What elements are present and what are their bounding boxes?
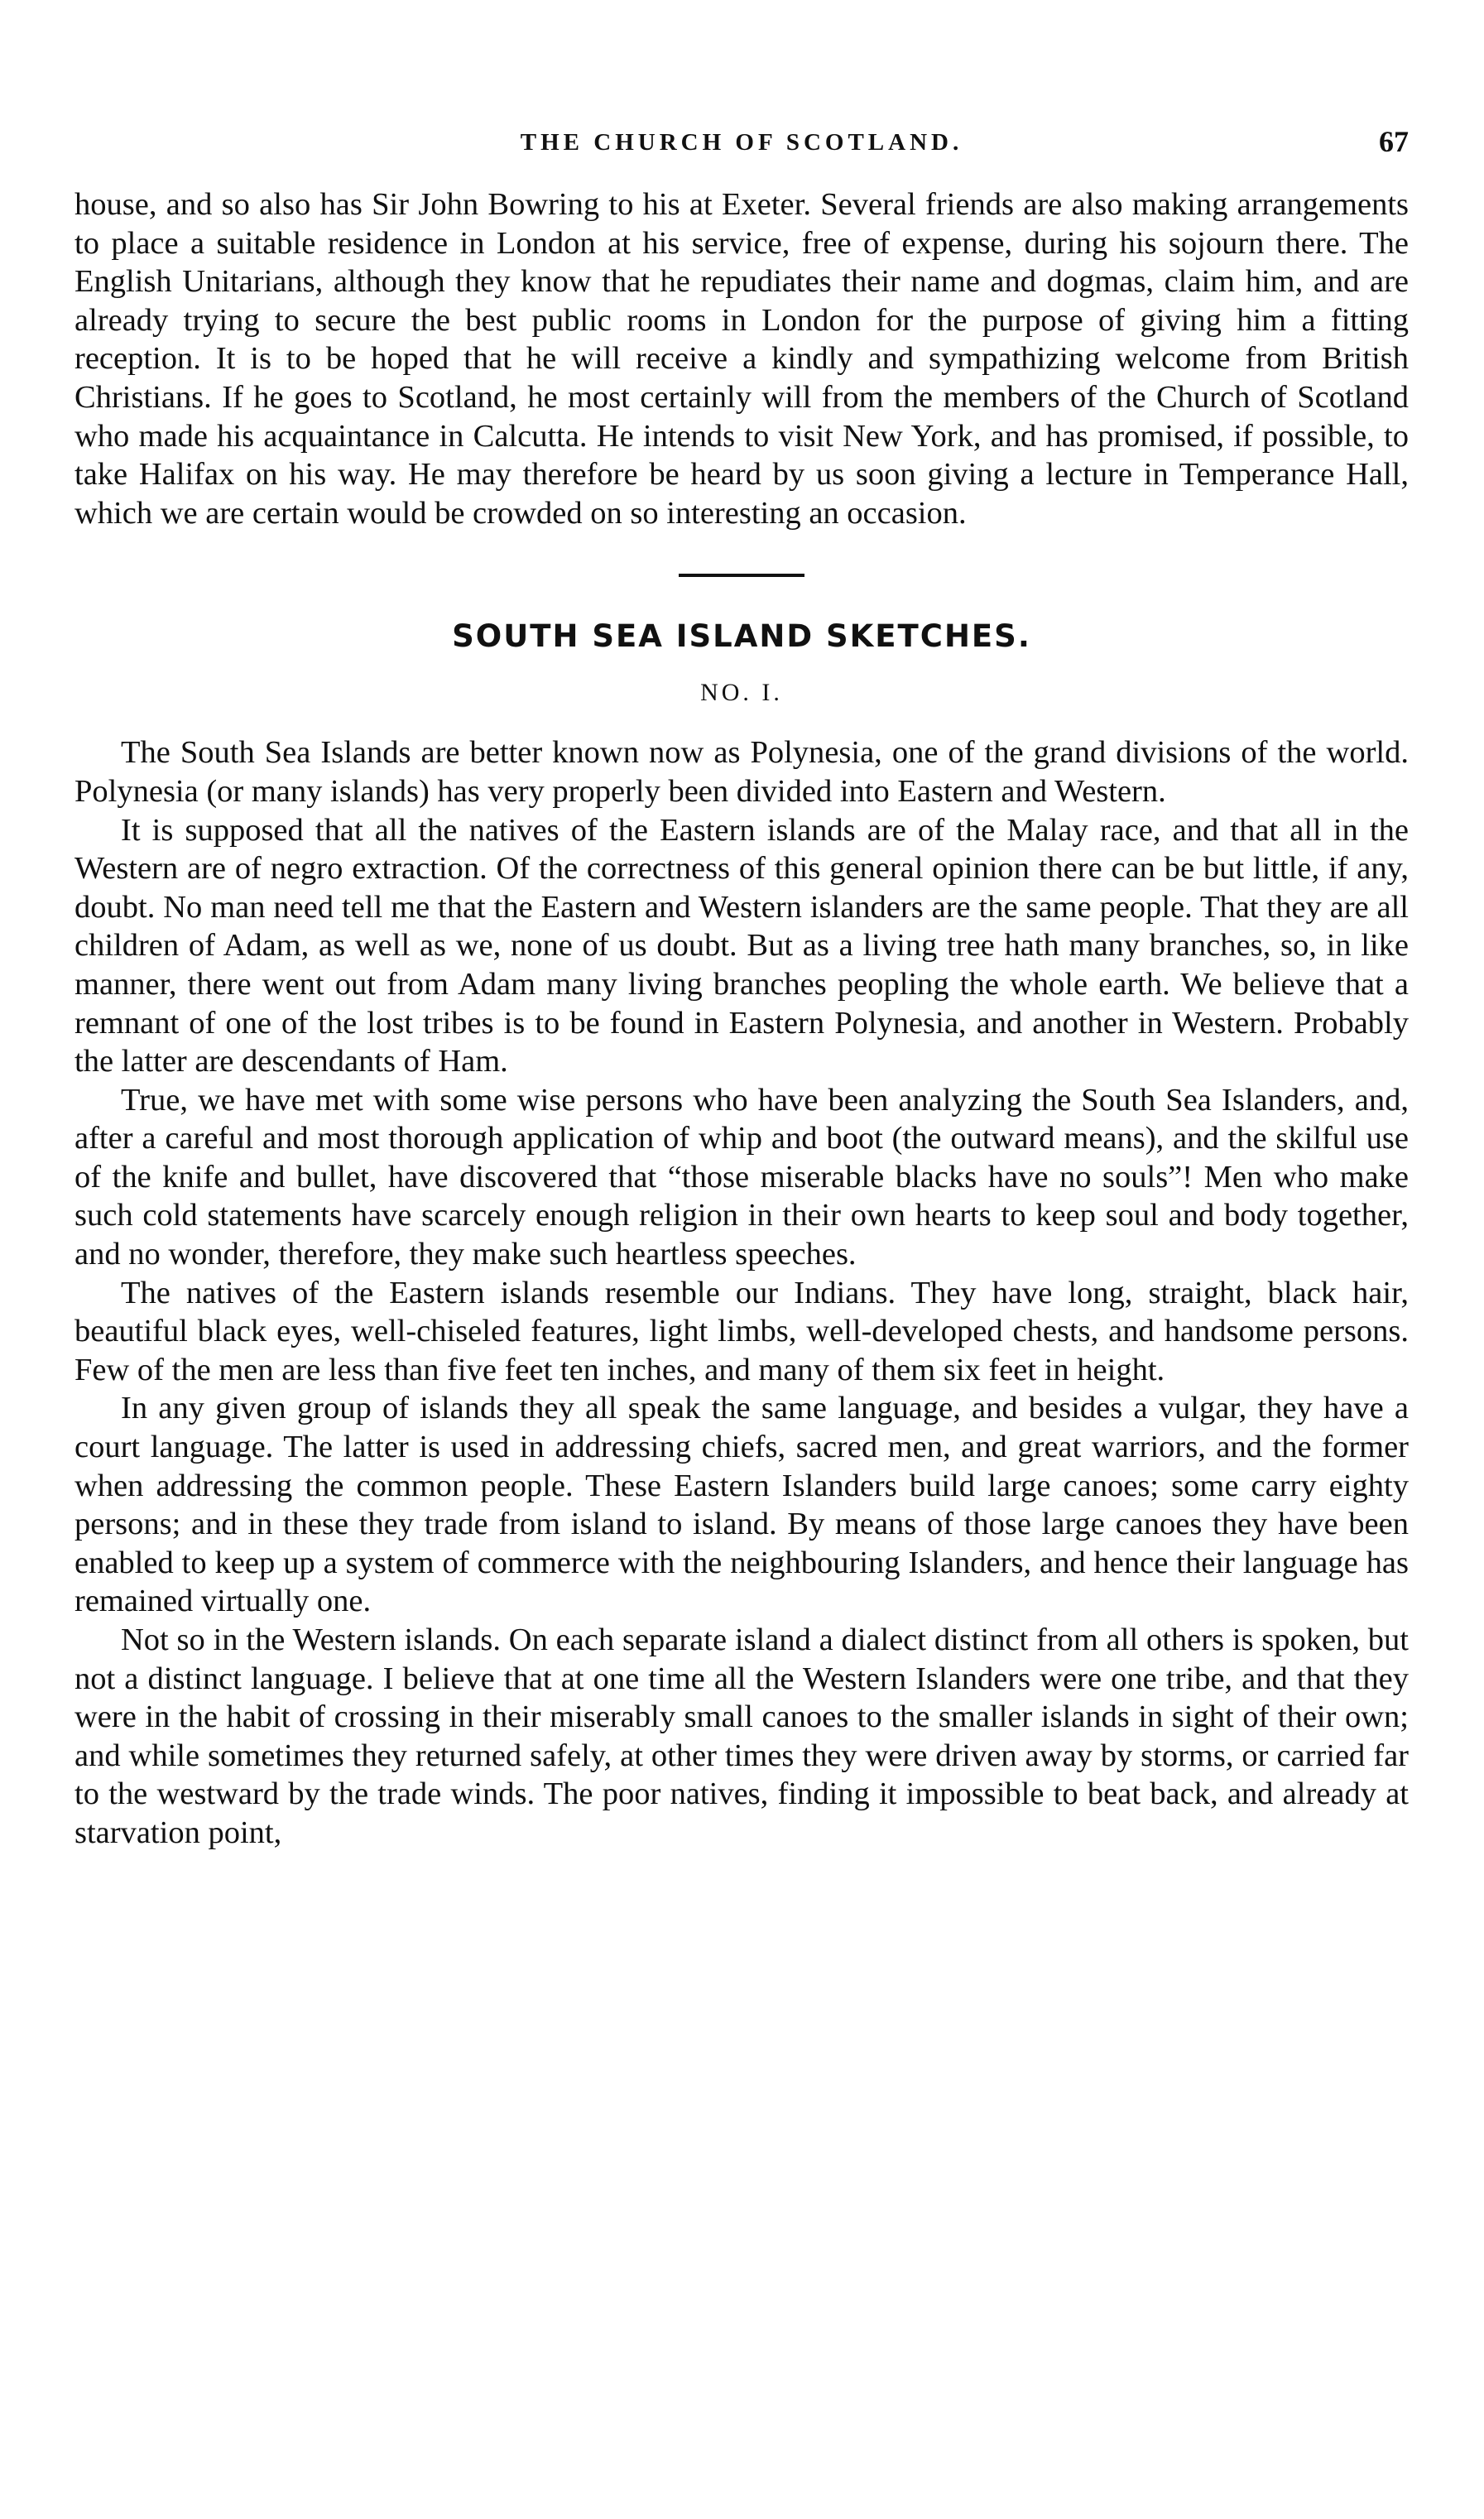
section-divider: [679, 574, 804, 577]
document-page: [74, 124, 1409, 1853]
continued-paragraph: house, and so also has Sir John Bowring to his at Exeter. Several friends are also making arrangements to place a suitable residence in London at his service, free of expense, during his sojourn there. The English Unitarians, although they know that he repudiates their name and dogmas, claim him, and are already trying to secure the best public rooms in London for the purpose of giving him a fitting reception. It is to be hoped that he will receive a kindly and sympathizing welcome from British Christians. If he goes to Scotland, he most certainly will from the members of the Church of Scotland who made his acquaintance in Calcutta. He intends to visit New York, and has promised, if possible, to take Halifax on his way. He may therefore be heard by us soon giving a lecture in Temperance Hall, which we are certain would be crowded on so interesting an occasion.: [74, 187, 1409, 531]
article-paragraph: True, we have met with some wise persons who have been analyzing the South Sea Islanders, and, after a careful and most thorough application of whip and boot (the outward means), and the skilful use of the knife and bullet, have discovered that “those miserable blacks have no souls”! Men who make such cold statements have scarcely enough religion in their own hearts to keep soul and body together, and no wonder, therefore, they make such heartless speeches.: [74, 1082, 1409, 1272]
article-paragraph: The natives of the Eastern islands resemble our Indians. They have long, straight, black hair, beautiful black eyes, well-chiseled features, light limbs, well-developed chests, and handsome persons. Few of the men are less than five feet ten inches, and many of them six feet in height.: [74, 1275, 1409, 1387]
article-paragraph: In any given group of islands they all speak the same language, and besides a vulgar, they have a court language. The latter is used in addressing chiefs, sacred men, and great warriors, and the former when addressing the common people. These Eastern Islanders build large canoes; some carry eighty persons; and in these they trade from island to island. By means of those large canoes they have been enabled to keep up a system of commerce with the neighbouring Islanders, and hence their language has remained virtually one.: [74, 1391, 1409, 1619]
article-title: SOUTH SEA ISLAND SKETCHES.: [452, 618, 1031, 655]
article-paragraph: It is supposed that all the natives of the Eastern islands are of the Malay race, and that all in the Western are of negro extraction. Of the correctness of this general opinion there can be but little, if any, doubt. No man need tell me that the Eastern and Western islanders are the same people. That they are all children of Adam, as well as we, none of us doubt. But as a living tree hath many branches, so, in like manner, there went out from Adam many living branches peopling the whole earth. We believe that a remnant of one of the lost tribes is to be found in Eastern Polynesia, and another in Western. Probably the latter are descendants of Ham.: [74, 812, 1409, 1079]
article-number: NO. I.: [700, 679, 783, 707]
running-header: [74, 124, 1409, 174]
article-paragraph: Not so in the Western islands. On each separate island a dialect distinct from all others is spoken, but not a distinct language. I believe that at one time all the Western Islanders were one tribe, and that they were in the habit of crossing in their miserably small canoes to the smaller islands in sight of their own; and while sometimes they returned safely, at other times they were driven away by storms, or carried far to the westward by the trade winds. The poor natives, finding it impossible to beat back, and already at starvation point,: [74, 1622, 1409, 1850]
article-paragraph: The South Sea Islands are better known now as Polynesia, one of the grand divisions of the world. Polynesia (or many islands) has very properly been divided into Eastern and Western.: [74, 735, 1409, 809]
running-title: THE CHURCH OF SCOTLAND.: [520, 129, 963, 156]
page-number: 67: [1379, 125, 1409, 158]
